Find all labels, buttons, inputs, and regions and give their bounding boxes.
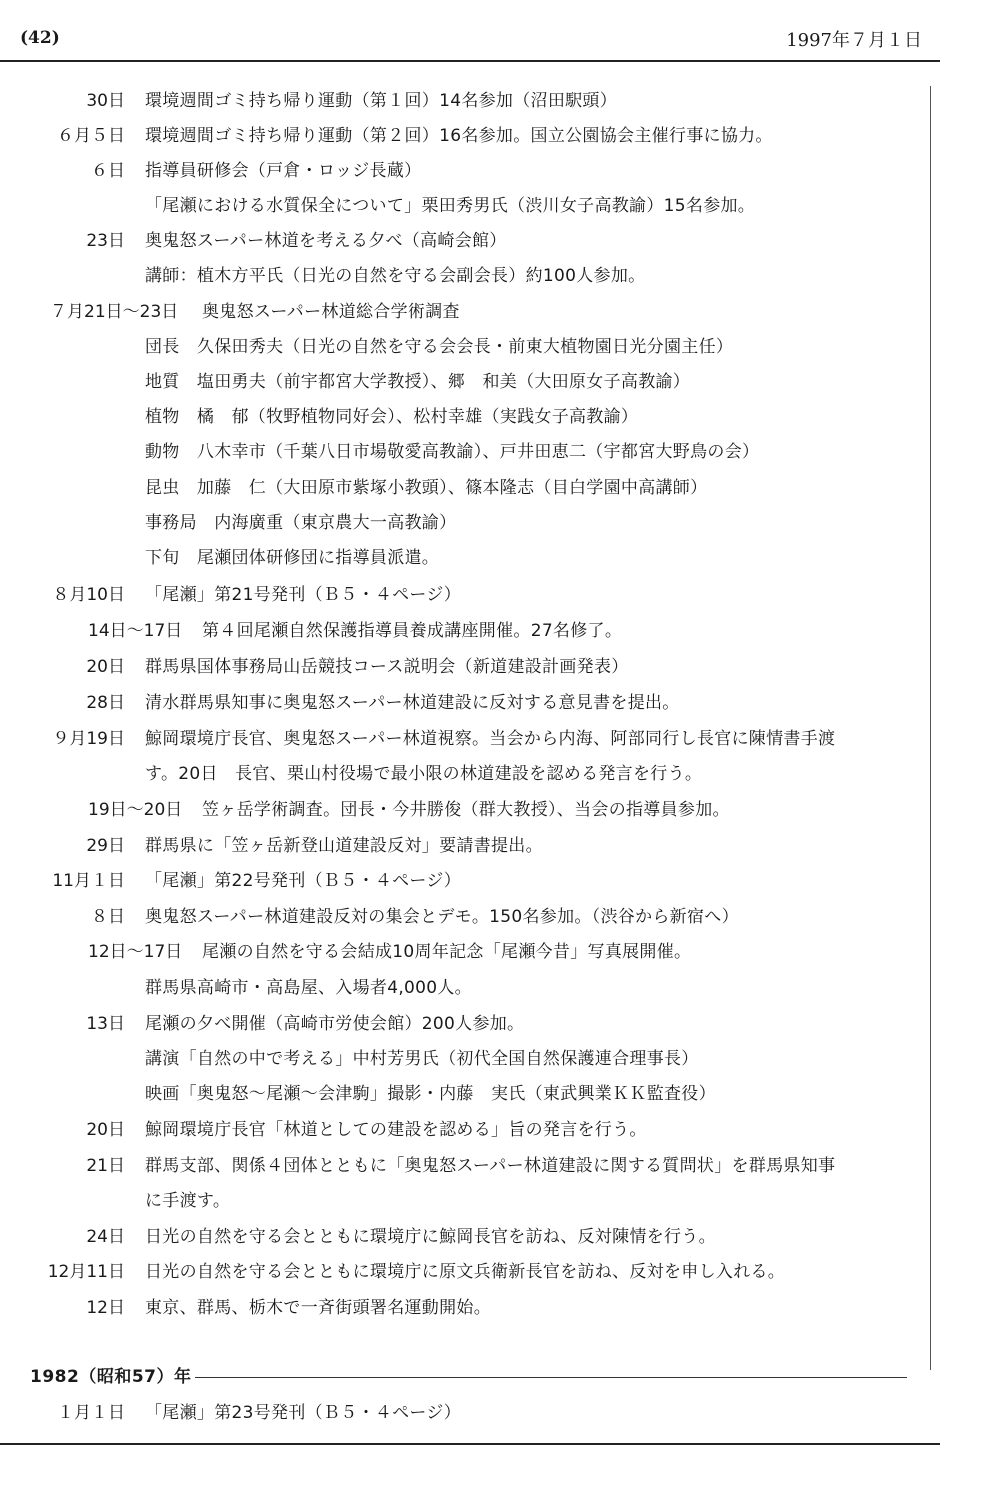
entry-text: 環境週間ゴミ持ち帰り運動（第２回）16名参加。国立公園協会主催行事に協力。 <box>145 126 773 146</box>
entry-date: 12日～17日 <box>88 942 183 962</box>
chronology-entry <box>0 795 930 825</box>
entry-text: 「尾瀬」第23号発刊（Ｂ５・４ページ） <box>145 1403 461 1423</box>
entry-date: 14日～17日 <box>88 621 183 641</box>
entry-text: 奥鬼怒スーパー林道を考える夕べ（高崎会館） <box>145 231 507 251</box>
chronology-entry <box>0 1257 930 1287</box>
entry-text: 下旬 尾瀬団体研修団に指導員派遣。 <box>145 548 440 568</box>
entry-date: 24日 <box>86 1227 125 1247</box>
chronology-entry <box>0 543 930 573</box>
header-divider <box>0 60 940 62</box>
entry-text: 笠ヶ岳学術調査。団長・今井勝俊（群大教授）、当会の指導員参加。 <box>202 800 730 820</box>
page-date: 1997年７月１日 <box>786 30 922 51</box>
chronology-entry <box>0 156 930 186</box>
entry-date: 30日 <box>86 91 125 111</box>
chronology-entry <box>0 86 930 116</box>
entry-text: 昆虫 加藤 仁（大田原市紫塚小教頭）、篠本隆志（目白学園中高講師） <box>145 478 708 498</box>
chronology-entry <box>0 473 930 503</box>
entry-text: 「尾瀬」第22号発刊（Ｂ５・４ページ） <box>145 871 461 891</box>
chronology-entry <box>0 724 930 754</box>
chronology-entry <box>0 367 930 397</box>
entry-text: 植物 橘 郁（牧野植物同好会）、松村幸雄（実践女子高教諭） <box>145 407 639 427</box>
entry-text: 団長 久保田秀夫（日光の自然を守る会会長・前東大植物園日光分園主任） <box>145 337 734 357</box>
chronology-entry <box>0 191 930 221</box>
year-heading: 1982（昭和57）年 <box>30 1367 192 1387</box>
chronology-entry <box>0 1186 930 1216</box>
right-margin-rule <box>930 86 931 1370</box>
entry-date: ６月５日 <box>57 126 125 146</box>
entry-text: 「尾瀬」第21号発刊（Ｂ５・４ページ） <box>145 585 461 605</box>
entry-date: 28日 <box>86 693 125 713</box>
entry-date: 21日 <box>86 1156 125 1176</box>
entry-date: 13日 <box>86 1014 125 1034</box>
chronology-entry <box>0 226 930 256</box>
chronology-entry <box>0 121 930 151</box>
entry-date: ６日 <box>91 161 125 181</box>
entry-text: 事務局 内海廣重（東京農大一高教諭） <box>145 513 457 533</box>
entry-text: に手渡す。 <box>145 1191 231 1211</box>
chronology-entry <box>0 1398 930 1428</box>
chronology-entry <box>0 1079 930 1109</box>
entry-text: す。20日 長官、栗山村役場で最小限の林道建設を認める発言を行う。 <box>145 764 703 784</box>
chronology-entry <box>0 973 930 1003</box>
chronology-entry <box>0 831 930 861</box>
entry-text: 「尾瀬における水質保全について」栗田秀男氏（渋川女子高教諭）15名参加。 <box>145 196 756 216</box>
entry-text: 群馬県国体事務局山岳競技コース説明会（新道建設計画発表） <box>145 657 629 677</box>
footer-divider <box>0 1443 940 1445</box>
page-number: (42) <box>20 28 60 48</box>
entry-date: 20日 <box>86 657 125 677</box>
chronology-entry <box>0 1009 930 1039</box>
entry-date: １月１日 <box>57 1403 125 1423</box>
entry-text: 群馬県高崎市・高島屋、入場者4,000人。 <box>145 978 472 998</box>
chronology-entry <box>0 616 930 646</box>
chronology-entry <box>0 937 930 967</box>
entry-text: 鯨岡環境庁長官、奥鬼怒スーパー林道視察。当会から内海、阿部同行し長官に陳情書手渡 <box>145 729 836 749</box>
chronology-entry <box>0 402 930 432</box>
entry-date: ９月19日 <box>52 729 125 749</box>
entry-text: 第４回尾瀬自然保護指導員養成講座開催。27名修了。 <box>202 621 623 641</box>
entry-text: 日光の自然を守る会とともに環境庁に原文兵衛新長官を訪ね、反対を申し入れる。 <box>145 1262 786 1282</box>
entry-text: 東京、群馬、栃木で一斉街頭署名運動開始。 <box>145 1298 491 1318</box>
entry-text: 指導員研修会（戸倉・ロッジ長蔵） <box>145 161 422 181</box>
entry-date: 29日 <box>86 836 125 856</box>
entry-date: ８月10日 <box>52 585 125 605</box>
entry-text: 映画「奥鬼怒～尾瀬～会津駒」撮影・内藤 実氏（東武興業ＫＫ監査役） <box>145 1084 716 1104</box>
chronology-entry <box>0 297 930 327</box>
entry-text: 尾瀬の夕べ開催（高崎市労使会館）200人参加。 <box>145 1014 525 1034</box>
chronology-entry <box>0 902 930 932</box>
chronology-entry <box>0 580 930 610</box>
entry-date: 20日 <box>86 1120 125 1140</box>
entry-text: 講演「自然の中で考える」中村芳男氏（初代全国自然保護連合理事長） <box>145 1049 699 1069</box>
entry-date: 23日 <box>86 231 125 251</box>
entry-date: ７月21日～23日 <box>50 302 179 322</box>
entry-text: 尾瀬の自然を守る会結成10周年記念「尾瀬今昔」写真展開催。 <box>202 942 692 962</box>
entry-text: 日光の自然を守る会とともに環境庁に鯨岡長官を訪ね、反対陳情を行う。 <box>145 1227 716 1247</box>
chronology-entry <box>0 332 930 362</box>
entry-date: ８日 <box>91 907 125 927</box>
entry-date: 12日 <box>86 1298 125 1318</box>
entry-text: 環境週間ゴミ持ち帰り運動（第１回）14名参加（沼田駅頭） <box>145 91 618 111</box>
entry-text: 奥鬼怒スーパー林道総合学術調査 <box>202 302 460 322</box>
entry-text: 奥鬼怒スーパー林道建設反対の集会とデモ。150名参加。（渋谷から新宿へ） <box>145 907 739 927</box>
chronology-entry <box>0 1222 930 1252</box>
entry-date: 12月11日 <box>47 1262 125 1282</box>
chronology-entry <box>0 759 930 789</box>
entry-date: 19日～20日 <box>88 800 183 820</box>
chronology-entry <box>0 508 930 538</box>
entry-date: 11月１日 <box>52 871 125 891</box>
entry-text: 講師：植木方平氏（日光の自然を守る会副会長）約100人参加。 <box>145 266 646 286</box>
entry-text: 群馬支部、関係４団体とともに「奥鬼怒スーパー林道建設に関する質問状」を群馬県知事 <box>145 1156 836 1176</box>
year-divider <box>195 1377 907 1378</box>
entry-text: 清水群馬県知事に奥鬼怒スーパー林道建設に反対する意見書を提出。 <box>145 693 680 713</box>
entry-text: 群馬県に「笠ヶ岳新登山道建設反対」要請書提出。 <box>145 836 543 856</box>
chronology-entry <box>0 1115 930 1145</box>
entry-text: 地質 塩田勇夫（前宇都宮大学教授）、郷 和美（大田原女子高教諭） <box>145 372 691 392</box>
chronology-entry <box>0 261 930 291</box>
chronology-entry <box>0 1151 930 1181</box>
entry-text: 動物 八木幸市（千葉八日市場敬愛高教諭）、戸井田恵二（宇都宮大野鳥の会） <box>145 442 760 462</box>
chronology-entry <box>0 688 930 718</box>
chronology-entry <box>0 866 930 896</box>
chronology-entry <box>0 1293 930 1323</box>
chronology-entry <box>0 437 930 467</box>
entry-text: 鯨岡環境庁長官「林道としての建設を認める」旨の発言を行う。 <box>145 1120 647 1140</box>
chronology-entry <box>0 1044 930 1074</box>
chronology-entry <box>0 652 930 682</box>
